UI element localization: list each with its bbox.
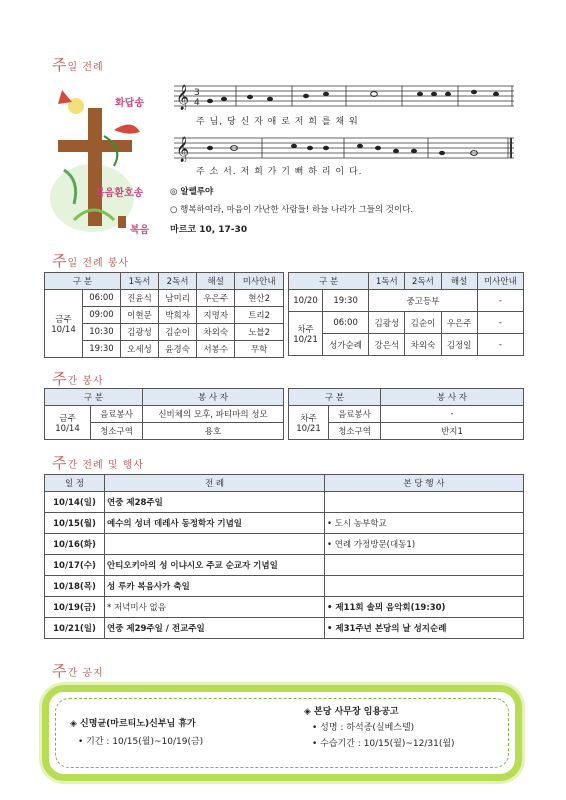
- svg-text:𝄞: 𝄞: [176, 85, 190, 110]
- table-row: 청소구역 반지1: [289, 423, 524, 440]
- schedule-title: 주간 전례 및 행사: [52, 454, 144, 472]
- svg-text:𝄞: 𝄞: [176, 137, 190, 162]
- table-row: 19:30 오세성 윤경숙 서봉수 무학: [45, 341, 284, 358]
- gospel-label: 복음: [130, 225, 150, 236]
- verse-line: ○ 행복하여라, 마음이 가난한 사람들! 하늘 나라가 그들의 것이다.: [170, 205, 414, 215]
- alleluia-label: 복음환호송: [95, 188, 144, 199]
- table-row: 10/18(목) 성 루카 복음사가 축일: [45, 576, 524, 597]
- alleluia-line: ◎ 알렐루야: [170, 187, 214, 197]
- table-row: 09:00 이현문 박희자 지명자 트리2: [45, 307, 284, 324]
- notice-right-heading: ◈ 본당 사무장 임용공고: [304, 707, 399, 717]
- table-row: 청소구역 용호: [45, 423, 284, 440]
- notice-left-line: • 기간 : 10/15(월)~10/19(금): [78, 737, 204, 747]
- response-lyrics-2: 주 소 서. 저 희 가 기 뻐 하 리 이 다.: [196, 167, 363, 177]
- schedule-table: 일 정 전 례 본 당 행 사 10/14(일) 연중 제28주일 10/15(월) 예수의 성녀 데레사 동정학자 기념일 • 도시 농부학교 10/16(화) • 연례 가정방문(대동1) 10/17(수) 안티오키아의 성 이냐시오 주교 순교자 기념일 10/18(목) 성 루카 복음사가 축일 10/19(금) * 저녁미사 없음 • 제11회 솔뫼 음악회(19:30) 10/21(일) 연중 제29주일 / 전교주일 • 제31주년 본당의 날 성지순례: [44, 474, 524, 639]
- service-table-next-week: 구 분 1독서 2독서 해설 미사안내 10/20 19:30 중고등부 - 차주 10/21 06:00 김광성 김순이 우은주 - 성가순례 강은석 차외숙 김정일 -: [288, 272, 524, 356]
- notice-box-inner: [55, 698, 509, 768]
- weekly-service-title: 주간 봉사: [52, 370, 104, 388]
- svg-text:3: 3: [194, 88, 200, 98]
- table-row: 10/21(일) 연중 제29주일 / 전교주일 • 제31주년 본당의 날 성지순례: [45, 618, 524, 639]
- table-row: 금주 10/14 06:00 진윤식 남미리 우은주 현산2: [45, 290, 284, 307]
- response-lyrics-1: 주 님, 당 신 자 애 로 저 희 를 채 워: [196, 117, 359, 127]
- weekly-service-next-week: 구 분 봉 사 자 차주 10/21 음료봉사 - 청소구역 반지1: [288, 388, 524, 440]
- music-staff-2: [174, 134, 514, 162]
- notice-box: [42, 685, 522, 781]
- table-row: 10:30 김광성 김순이 차외숙 노블2: [45, 324, 284, 341]
- gospel-reference: 마르코 10, 17-30: [170, 225, 248, 235]
- weekly-service-this-week: 구 분 봉 사 자 금주 10/14 음료봉사 신비체의 모후, 파티마의 성모 청소구역 용호: [44, 388, 284, 440]
- liturgy-title: 주일 전례: [52, 56, 104, 74]
- notice-right-line-2: • 수습기간 : 10/15(월)~12/31(월): [312, 739, 455, 749]
- notices-title: 주간 공지: [52, 662, 104, 680]
- table-row: 10/16(화) • 연례 가정방문(대동1): [45, 534, 524, 555]
- service-table-this-week: 구 분 1독서 2독서 해설 미사안내 금주 10/14 06:00 진윤식 남미리 우은주 현산2 09:00 이현문 박희자 지명자 트리2 10:30 김광성 김순이 차외숙 노블2 19:30 오세성 윤경숙 서봉수 무학: [44, 272, 284, 358]
- notice-right-line-1: • 성명 : 하석종(실베스텔): [312, 723, 415, 733]
- table-row: 10/14(일) 연중 제28주일: [45, 492, 524, 513]
- svg-text:4: 4: [194, 98, 200, 108]
- table-row: 금주 10/14 음료봉사 신비체의 모후, 파티마의 성모: [45, 406, 284, 423]
- table-row: 10/15(월) 예수의 성녀 데레사 동정학자 기념일 • 도시 농부학교: [45, 513, 524, 534]
- service-title: 주일 전례 봉사: [52, 252, 130, 270]
- notice-left-heading: ◈ 신명균(마르티노)신부님 휴가: [70, 719, 196, 729]
- table-row: 성가순례 강은석 차외숙 김정일 -: [289, 334, 524, 356]
- response-label: 화답송: [115, 98, 144, 109]
- table-row: 10/17(수) 안티오키아의 성 이냐시오 주교 순교자 기념일: [45, 555, 524, 576]
- table-row: 10/20 19:30 중고등부 -: [289, 290, 524, 312]
- music-staff-1: [174, 82, 514, 110]
- table-row: 10/19(금) * 저녁미사 없음 • 제11회 솔뫼 음악회(19:30): [45, 597, 524, 618]
- table-row: 차주 10/21 음료봉사 -: [289, 406, 524, 423]
- table-row: 차주 10/21 06:00 김광성 김순이 우은주 -: [289, 312, 524, 334]
